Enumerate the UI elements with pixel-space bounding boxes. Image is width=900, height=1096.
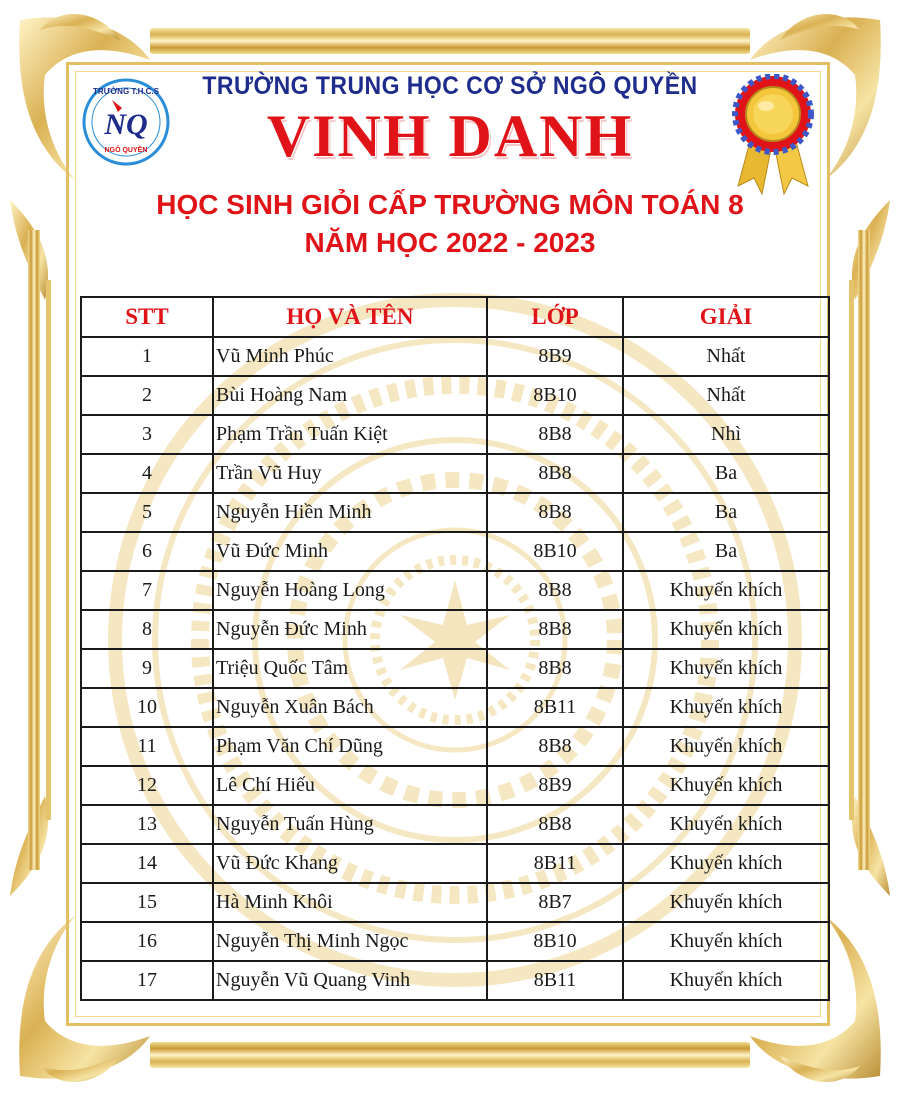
cell-name: Nguyễn Xuân Bách bbox=[213, 688, 487, 727]
cell-stt: 12 bbox=[81, 766, 213, 805]
table-row bbox=[81, 922, 829, 961]
cell-class: 8B10 bbox=[487, 922, 623, 961]
cell-prize: Khuyến khích bbox=[623, 961, 829, 1000]
column-header-prize: GIẢI bbox=[623, 297, 829, 337]
cell-name: Vũ Đức Khang bbox=[213, 844, 487, 883]
cell-stt: 3 bbox=[81, 415, 213, 454]
cell-prize: Nhất bbox=[623, 376, 829, 415]
cell-name: Nguyễn Thị Minh Ngọc bbox=[213, 922, 487, 961]
frame-right-bar bbox=[858, 230, 870, 870]
table-row bbox=[81, 337, 829, 376]
column-header-class: LỚP bbox=[487, 297, 623, 337]
table-row bbox=[81, 844, 829, 883]
table-row bbox=[81, 454, 829, 493]
table-header-row bbox=[81, 297, 829, 337]
table-row bbox=[81, 376, 829, 415]
cell-class: 8B8 bbox=[487, 610, 623, 649]
cell-prize: Khuyến khích bbox=[623, 883, 829, 922]
cell-name: Nguyễn Tuấn Hùng bbox=[213, 805, 487, 844]
cell-stt: 17 bbox=[81, 961, 213, 1000]
cell-name: Phạm Văn Chí Dũng bbox=[213, 727, 487, 766]
table-row bbox=[81, 727, 829, 766]
cell-stt: 2 bbox=[81, 376, 213, 415]
frame-left-bar bbox=[28, 230, 40, 870]
cell-class: 8B11 bbox=[487, 844, 623, 883]
cell-prize: Nhất bbox=[623, 337, 829, 376]
table-row bbox=[81, 688, 829, 727]
school-name: TRƯỜNG TRUNG HỌC CƠ SỞ NGÔ QUYỀN bbox=[202, 72, 698, 100]
cell-class: 8B8 bbox=[487, 649, 623, 688]
cell-class: 8B9 bbox=[487, 766, 623, 805]
cell-prize: Khuyến khích bbox=[623, 727, 829, 766]
table-row bbox=[81, 571, 829, 610]
logo-top-text: TRƯỜNG T.H.C.S bbox=[93, 87, 159, 96]
cell-class: 8B10 bbox=[487, 532, 623, 571]
cell-stt: 5 bbox=[81, 493, 213, 532]
table-row bbox=[81, 805, 829, 844]
cell-class: 8B8 bbox=[487, 493, 623, 532]
cell-name: Triệu Quốc Tâm bbox=[213, 649, 487, 688]
cell-stt: 1 bbox=[81, 337, 213, 376]
school-year: NĂM HỌC 2022 - 2023 bbox=[304, 227, 596, 258]
cell-prize: Khuyến khích bbox=[623, 649, 829, 688]
cell-prize: Khuyến khích bbox=[623, 922, 829, 961]
table-row bbox=[81, 532, 829, 571]
cell-name: Bùi Hoàng Nam bbox=[213, 376, 487, 415]
cell-class: 8B11 bbox=[487, 961, 623, 1000]
column-header-name: HỌ VÀ TÊN bbox=[213, 297, 487, 337]
cell-prize: Nhì bbox=[623, 415, 829, 454]
cell-name: Nguyễn Hiền Minh bbox=[213, 493, 487, 532]
cell-name: Nguyễn Đức Minh bbox=[213, 610, 487, 649]
cell-stt: 7 bbox=[81, 571, 213, 610]
table-row bbox=[81, 649, 829, 688]
honor-banner-title: VINH DANH bbox=[266, 103, 634, 169]
cell-class: 8B7 bbox=[487, 883, 623, 922]
cell-stt: 4 bbox=[81, 454, 213, 493]
table-row bbox=[81, 883, 829, 922]
table-row bbox=[81, 493, 829, 532]
table-row bbox=[81, 415, 829, 454]
cell-class: 8B10 bbox=[487, 376, 623, 415]
cell-class: 8B8 bbox=[487, 727, 623, 766]
cell-prize: Khuyến khích bbox=[623, 844, 829, 883]
cell-name: Lê Chí Hiếu bbox=[213, 766, 487, 805]
cell-name: Nguyễn Hoàng Long bbox=[213, 571, 487, 610]
table-row bbox=[81, 961, 829, 1000]
frame-left-inner-bar bbox=[46, 280, 51, 820]
cell-stt: 8 bbox=[81, 610, 213, 649]
cell-stt: 9 bbox=[81, 649, 213, 688]
cell-stt: 11 bbox=[81, 727, 213, 766]
cell-prize: Khuyến khích bbox=[623, 805, 829, 844]
cell-class: 8B9 bbox=[487, 337, 623, 376]
cell-stt: 16 bbox=[81, 922, 213, 961]
cell-class: 8B8 bbox=[487, 454, 623, 493]
cell-prize: Khuyến khích bbox=[623, 766, 829, 805]
logo-bottom-text: NGÔ QUYỀN bbox=[104, 147, 148, 154]
award-title: HỌC SINH GIỎI CẤP TRƯỜNG MÔN TOÁN 8 bbox=[156, 189, 744, 220]
cell-class: 8B8 bbox=[487, 805, 623, 844]
cell-stt: 13 bbox=[81, 805, 213, 844]
table-row bbox=[81, 610, 829, 649]
cell-class: 8B11 bbox=[487, 688, 623, 727]
frame-bottom-bar bbox=[150, 1042, 750, 1068]
cell-prize: Ba bbox=[623, 454, 829, 493]
results-table bbox=[80, 296, 830, 1001]
cell-name: Hà Minh Khôi bbox=[213, 883, 487, 922]
cell-name: Trần Vũ Huy bbox=[213, 454, 487, 493]
cell-stt: 14 bbox=[81, 844, 213, 883]
column-header-stt: STT bbox=[81, 297, 213, 337]
frame-top-bar bbox=[150, 28, 750, 54]
cell-name: Vũ Minh Phúc bbox=[213, 337, 487, 376]
cell-class: 8B8 bbox=[487, 571, 623, 610]
cell-name: Phạm Trần Tuấn Kiệt bbox=[213, 415, 487, 454]
cell-stt: 10 bbox=[81, 688, 213, 727]
logo-monogram: NQ bbox=[104, 108, 148, 141]
cell-prize: Khuyến khích bbox=[623, 688, 829, 727]
cell-prize: Ba bbox=[623, 493, 829, 532]
cell-class: 8B8 bbox=[487, 415, 623, 454]
cell-prize: Ba bbox=[623, 532, 829, 571]
cell-stt: 6 bbox=[81, 532, 213, 571]
cell-stt: 15 bbox=[81, 883, 213, 922]
cell-name: Vũ Đức Minh bbox=[213, 532, 487, 571]
table-row bbox=[81, 766, 829, 805]
cell-prize: Khuyến khích bbox=[623, 571, 829, 610]
frame-right-inner-bar bbox=[849, 280, 854, 820]
cell-name: Nguyễn Vũ Quang Vinh bbox=[213, 961, 487, 1000]
cell-prize: Khuyến khích bbox=[623, 610, 829, 649]
